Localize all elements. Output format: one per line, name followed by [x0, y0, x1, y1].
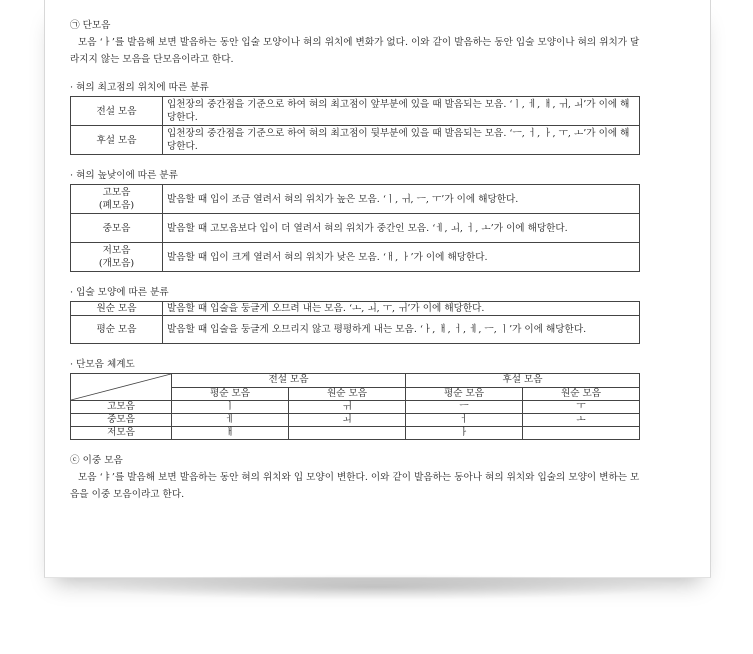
table-row — [71, 316, 640, 344]
section-body-monophthong: 모음 ‘ㅏ’를 발음해 보면 발음하는 동안 입술 모양이나 혀의 위치에 변화가 없다. 이와 같이 발음하는 동안 입술 모양이나 혀의 위치가 달라지지 않는 모음을 단모음이라고 한다. — [70, 37, 640, 65]
row-key: 원순 모음 — [71, 302, 163, 316]
vowel-cell: ㅐ — [172, 427, 289, 440]
heading-tongue-height: · 혀의 높낮이에 따른 분류 — [70, 170, 178, 181]
row-desc: 입천장의 중간점을 기준으로 하여 혀의 최고점이 뒷부분에 있을 때 발음되는 모음. ‘ㅡ, ㅓ, ㅏ, ㅜ, ㅗ’가 이에 해당한다. — [163, 126, 640, 155]
section-title-diphthong: ⓒ 이중 모음 — [70, 455, 123, 466]
row-key — [71, 214, 163, 243]
row-key: 평순 모음 — [71, 316, 163, 344]
document-content — [70, 17, 640, 503]
vowel-cell — [523, 427, 640, 440]
table-tongue-height — [70, 184, 640, 272]
table-lip-shape — [70, 301, 640, 344]
row-label: 중모음 — [71, 414, 172, 427]
vowel-cell: ㅚ — [289, 414, 406, 427]
table-row — [71, 97, 640, 126]
row-key-sub: (폐모음) — [98, 200, 135, 211]
table-row — [71, 185, 640, 214]
vowel-cell: ㅡ — [406, 401, 523, 414]
subheader-cell: 원순 모음 — [289, 387, 406, 401]
vowel-cell: ㅣ — [172, 401, 289, 414]
heading-lip-shape: · 입술 모양에 따른 분류 — [70, 287, 169, 298]
subheader-cell: 원순 모음 — [523, 387, 640, 401]
vowel-cell: ㅏ — [406, 427, 523, 440]
group-header-front: 전설 모음 — [172, 374, 406, 388]
subheader-cell: 평순 모음 — [406, 387, 523, 401]
table-vowel-chart — [70, 373, 640, 440]
heading-vowel-chart: · 단모음 체계도 — [70, 359, 135, 370]
table-row — [71, 214, 640, 243]
row-desc: 발음할 때 고모음보다 입이 더 열려서 혀의 위치가 중간인 모음. ‘ㅔ, ㅚ, ㅓ, ㅗ’가 이에 해당한다. — [163, 214, 640, 243]
table-row — [71, 401, 640, 414]
vowel-cell: ㅓ — [406, 414, 523, 427]
table-row — [71, 302, 640, 316]
row-key — [71, 243, 163, 272]
row-key-main: 저모음 — [102, 245, 131, 256]
row-label: 고모음 — [71, 401, 172, 414]
group-header-back: 후설 모음 — [406, 374, 640, 388]
row-desc: 발음할 때 입이 조금 열려서 혀의 위치가 높은 모음. ‘ㅣ, ㅟ, ㅡ, ㅜ’가 이에 해당한다. — [163, 185, 640, 214]
section-title-monophthong: ㉠ 단모음 — [70, 20, 111, 31]
row-desc: 발음할 때 입술을 둥글게 오므리지 않고 평평하게 내는 모음. ‘ㅏ, ㅐ, ㅓ, ㅔ, ㅡ, ㅣ’가 이에 해당한다. — [163, 316, 640, 344]
table-row — [71, 427, 640, 440]
row-label: 저모음 — [71, 427, 172, 440]
row-desc: 입천장의 중간점을 기준으로 하여 혀의 최고점이 앞부분에 있을 때 발음되는 모음. ‘ㅣ, ㅔ, ㅐ, ㅟ, ㅚ’가 이에 해당한다. — [163, 97, 640, 126]
diagonal-corner-cell — [71, 374, 172, 401]
row-key-main: 고모음 — [102, 187, 131, 198]
vowel-cell — [289, 427, 406, 440]
vowel-cell: ㅟ — [289, 401, 406, 414]
row-key — [71, 185, 163, 214]
row-key: 후설 모음 — [71, 126, 163, 155]
table-tongue-position — [70, 96, 640, 155]
table-row — [71, 126, 640, 155]
table-row — [71, 414, 640, 427]
row-key: 전설 모음 — [71, 97, 163, 126]
row-key-sub: (개모음) — [98, 258, 135, 269]
table-row — [71, 243, 640, 272]
row-desc: 발음할 때 입이 크게 열려서 혀의 위치가 낮은 모음. ‘ㅐ, ㅏ’가 이에 해당한다. — [163, 243, 640, 272]
vowel-cell: ㅜ — [523, 401, 640, 414]
vowel-cell: ㅔ — [172, 414, 289, 427]
heading-tongue-position: · 혀의 최고점의 위치에 따른 분류 — [70, 82, 209, 93]
page-shadow — [74, 574, 679, 600]
row-desc: 발음할 때 입술을 둥글게 오므려 내는 모음. ‘ㅗ, ㅚ, ㅜ, ㅟ’가 이에 해당한다. — [163, 302, 640, 316]
row-key-main: 중모음 — [102, 222, 131, 234]
diagonal-line — [71, 374, 171, 400]
table-header-row — [71, 374, 640, 388]
vowel-cell: ㅗ — [523, 414, 640, 427]
subheader-cell: 평순 모음 — [172, 387, 289, 401]
section-body-diphthong: 모음 ‘ㅑ’를 발음해 보면 발음하는 동안 혀의 위치와 입 모양이 변한다. 이와 같이 발음하는 동아나 혀의 위치와 입술의 모양이 변하는 모음을 이중 모음이라고 한다. — [70, 472, 640, 500]
